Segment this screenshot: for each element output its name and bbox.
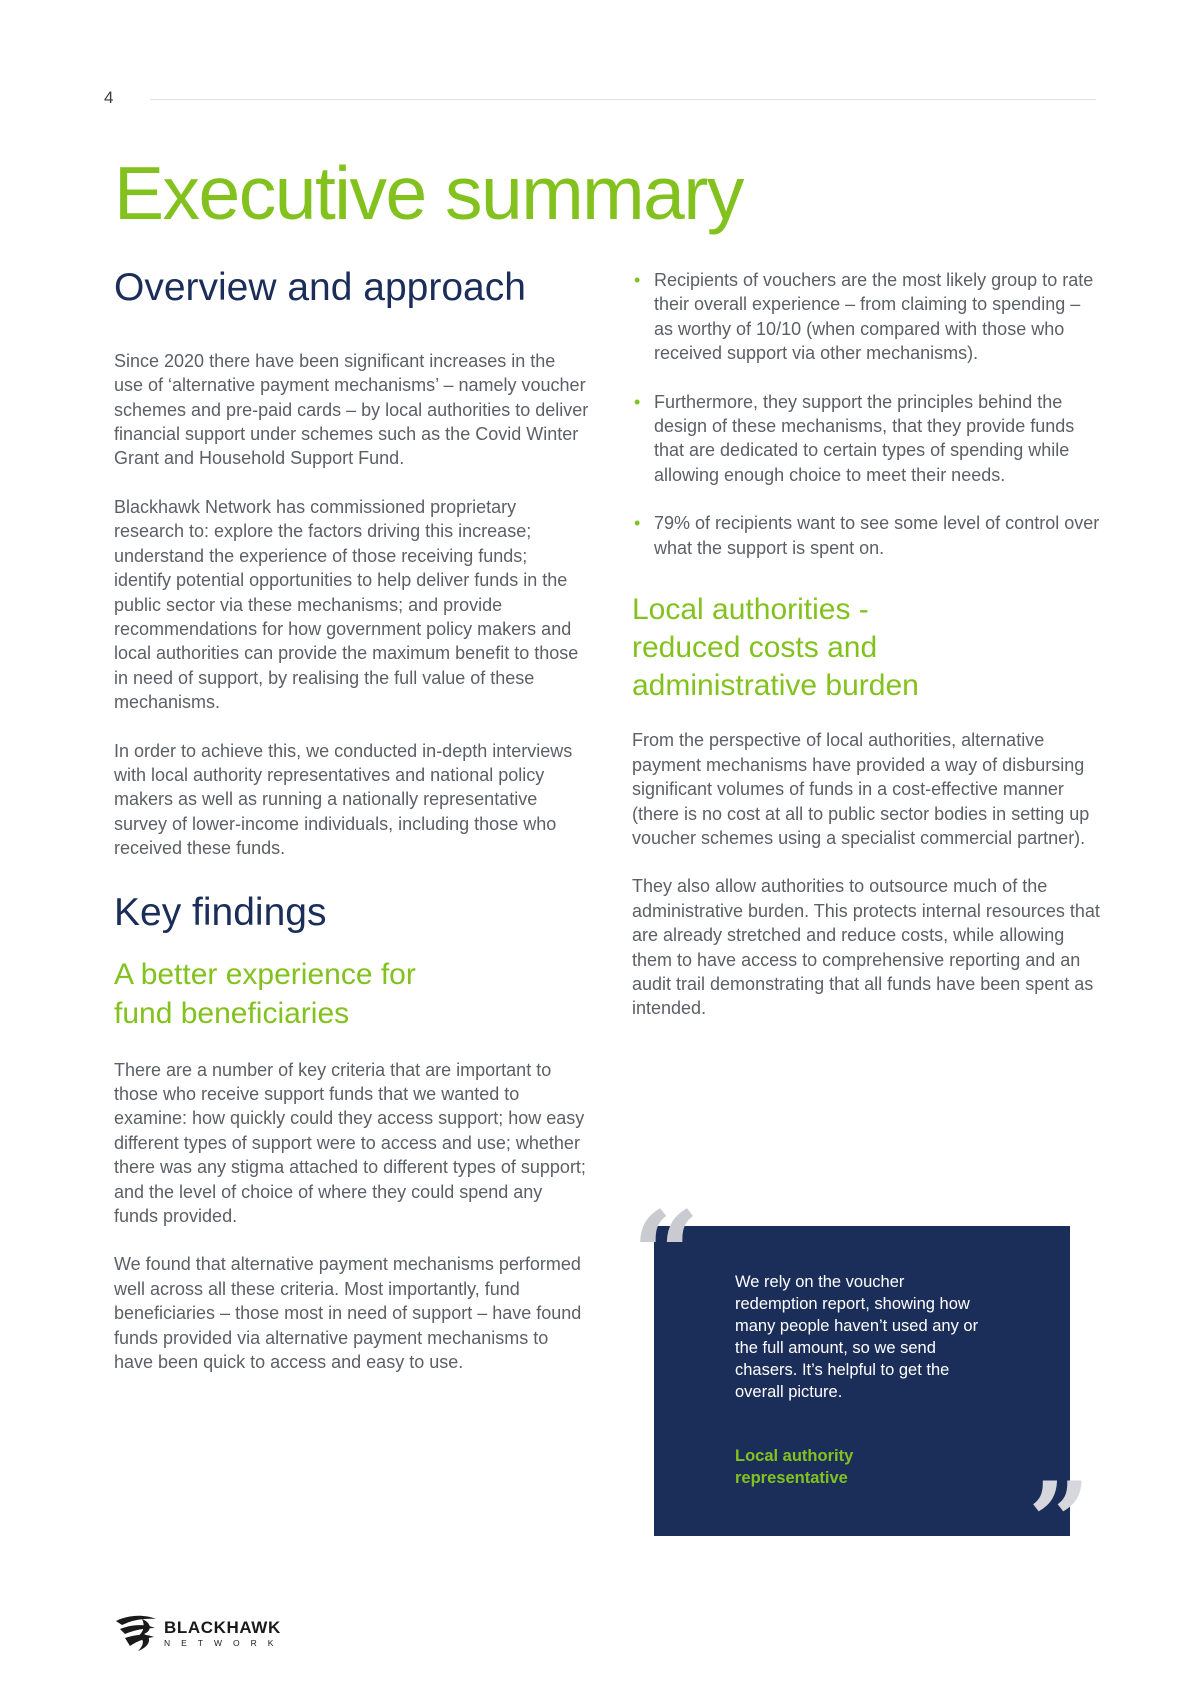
findings-bullet-list: [632, 268, 1102, 560]
bullet-dot-icon: •: [634, 391, 641, 412]
beneficiaries-heading: A better experience for fund beneficiaries: [114, 958, 416, 1030]
finding-bullet: [632, 511, 1102, 560]
beneficiaries-paragraph: We found that alternative payment mechanisms performed well across all these criteria. Most importantly, fund beneficiaries – those most in need of support – have found funds provided via alternative payment mechanisms to have been quick to access and easy to use.: [114, 1254, 582, 1373]
blackhawk-logo: [114, 1613, 284, 1653]
local-authorities-heading: Local authorities - reduced costs and administrative burden: [632, 593, 919, 703]
bullet-text: 79% of recipients want to see some level of control over what the support is spent on.: [654, 513, 1100, 558]
logo-wordmark: BLACKHAWK: [164, 1617, 281, 1637]
quote-text: We rely on the voucher redemption report, showing how many people haven’t used any or the full amount, so we send chasers. It’s helpful to get the overall picture.: [735, 1273, 979, 1401]
local-authorities-paragraph: They also allow authorities to outsource much of the administrative burden. This protects internal resources that are already stretched and reduce costs, while allowing them to have access to comprehensive reporting and an audit trail demonstrating that all funds have been spent as intended.: [632, 876, 1100, 1019]
page-title: Executive summary: [114, 151, 743, 235]
logo-subtext: NETWORK: [164, 1637, 285, 1648]
quote-attribution: Local authority representative: [735, 1447, 854, 1487]
bullet-text: Recipients of vouchers are the most likely group to rate their overall experience – from claiming to spending – as worthy of 10/10 (when compared with those who received support via other mechanisms).: [654, 270, 1094, 364]
bullet-dot-icon: •: [634, 270, 641, 290]
overview-paragraph: Since 2020 there have been significant increases in the use of ‘alternative payment mechanisms’ – namely voucher schemes and pre-paid cards – by local authorities to deliver financial support under schemes such as the Covid Winter Grant and Household Support Fund.: [114, 350, 589, 469]
page-number: 4: [104, 88, 114, 107]
quote-box: [654, 1226, 1070, 1536]
beneficiaries-paragraph: There are a number of key criteria that are important to those who receive support funds that we wanted to examine: how quickly could they access support; how easy different types of support were to access and use; whether there was any stigma attached to different types of support; and the level of choice of where they could spend any funds provided.: [114, 1059, 586, 1227]
header-divider: [150, 99, 1096, 100]
overview-paragraph: Blackhawk Network has commissioned proprietary research to: explore the factors driving this increase; understand the experience of those receiving funds; identify potential opportunities to help deliver funds in the public sector via these mechanisms; and provide recommendations for how government policy makers and local authorities can provide the maximum benefit to those in need of support, by realising the full value of these mechanisms.: [114, 496, 579, 713]
finding-bullet: [632, 390, 1102, 488]
overview-heading: Overview and approach: [114, 266, 526, 309]
close-quote-icon: ”: [1028, 1459, 1091, 1585]
bullet-text: Furthermore, they support the principles behind the design of these mechanisms, that they provide funds that are dedicated to certain types of spending while allowing enough choice to meet their needs.: [654, 391, 1075, 485]
open-quote-icon: “: [632, 1185, 700, 1324]
overview-paragraph: In order to achieve this, we conducted in-depth interviews with local authority representatives and national policy makers as well as running a nationally representative survey of lower-income individuals, including those who received these funds.: [114, 740, 573, 859]
left-column: [114, 266, 589, 1374]
right-column: [632, 268, 1102, 1021]
local-authorities-paragraph: From the perspective of local authorities, alternative payment mechanisms have provided a way of disbursing significant volumes of funds in a cost-effective manner (there is no cost at all to public sector bodies in setting up voucher schemes using a specialist commercial partner).: [632, 730, 1090, 848]
key-findings-heading: Key findings: [114, 890, 327, 934]
bullet-dot-icon: •: [634, 513, 641, 534]
hawk-icon: [114, 1613, 160, 1653]
finding-bullet: [632, 268, 1102, 366]
